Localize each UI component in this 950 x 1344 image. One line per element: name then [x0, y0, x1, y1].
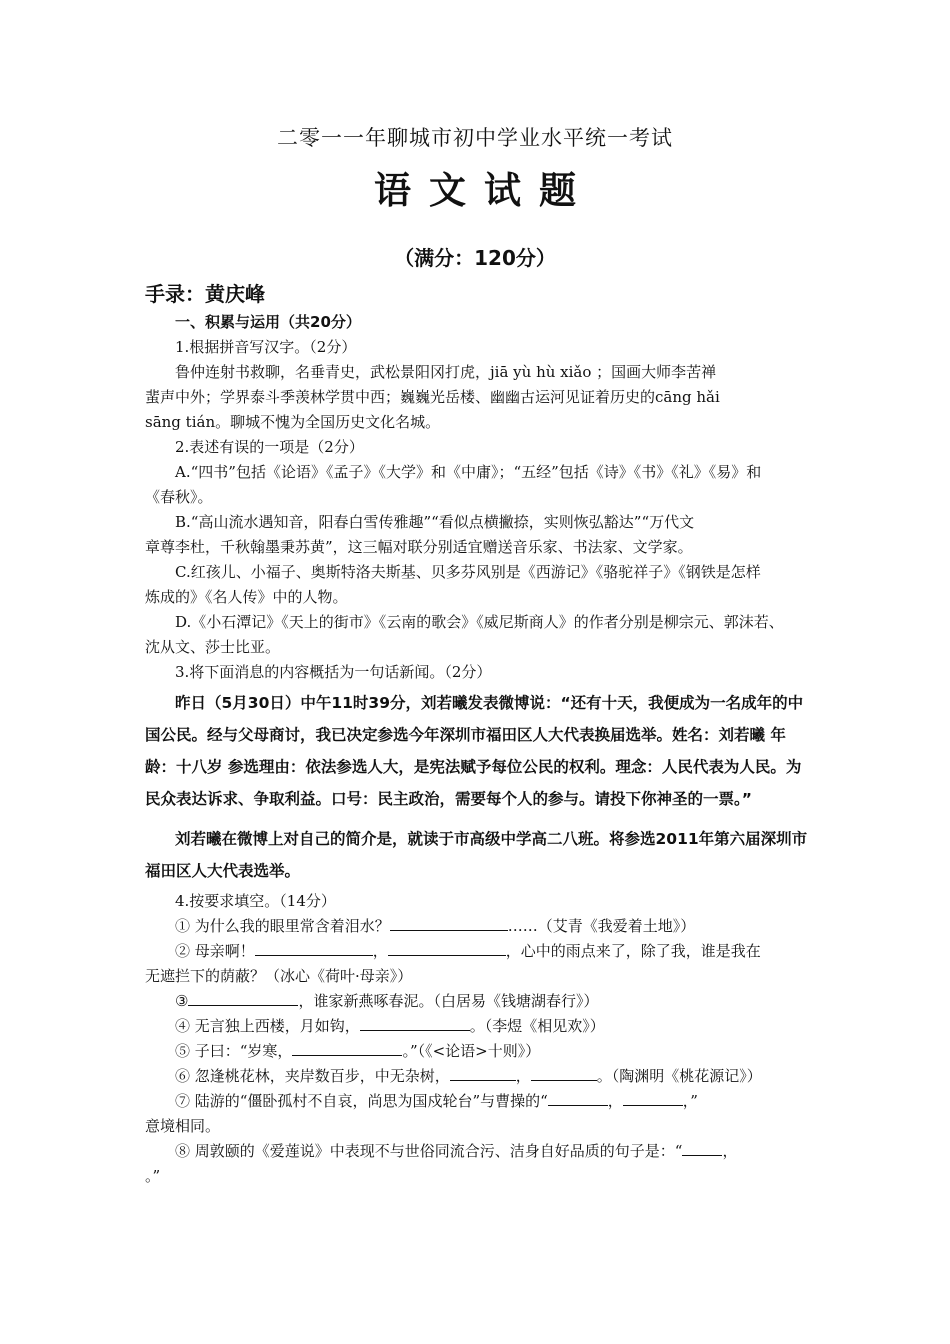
news-paragraph-2: 刘若曦在微博上对自己的简介是，就读于市高级中学高二八班。将参选2011年第六届深圳市福田区人大代表选举。: [145, 830, 808, 880]
fill-text: ，心中的雨点来了，除了我，谁是我在: [505, 942, 761, 960]
fill-item-1: [145, 914, 810, 939]
fill-item-3: [145, 989, 810, 1014]
question-4-stem: 4.按要求填空。（14分）: [175, 892, 336, 910]
answer-blank[interactable]: [292, 1039, 402, 1056]
question-1-text: sāng tián。聊城不愧为全国历史文化名城。: [145, 413, 441, 431]
exam-content: [145, 310, 810, 1189]
fill-text: ……（艾青《我爱着土地》）: [507, 917, 696, 935]
answer-blank[interactable]: [623, 1089, 683, 1106]
fill-text: ，: [515, 1067, 531, 1085]
fill-item-5: [145, 1039, 810, 1064]
option-b: B.“高山流水遇知音，阳春白雪传雅趣”“看似点横撇捺，实则恢弘豁达”“万代文: [175, 513, 695, 531]
answer-blank[interactable]: [390, 914, 508, 931]
fill-text: ，: [722, 1142, 738, 1160]
option-c-cont: 炼成的》《名人传》中的人物。: [145, 588, 348, 606]
fill-text: ，: [372, 942, 388, 960]
news-paragraph-1: 昨日（5月30日）中午11时39分，刘若曦发表微博说：“还有十天，我便成为一名成年的中国公民。经与父母商讨，我已决定参选今年深圳市福田区人大代表换届选举。姓名：刘若曦 年龄：十八岁 参选理由：依法参选人大，是宪法赋予每位公民的权利。理念：人民代表为人民。为民众表达诉求、争取利益。口号：民主政治，需要每个人的参与。请投下你神圣的一票。”: [145, 694, 804, 808]
fill-text: ，”: [682, 1092, 698, 1110]
question-3-stem: 3.将下面消息的内容概括为一句话新闻。（2分）: [175, 663, 492, 681]
fill-item-4: [145, 1014, 810, 1039]
question-1-stem: 1.根据拼音写汉字。（2分）: [175, 338, 357, 356]
fill-text: ，谁家新燕啄春泥。（白居易《钱塘湖春行》）: [298, 992, 599, 1010]
answer-blank[interactable]: [531, 1064, 597, 1081]
answer-blank[interactable]: [450, 1064, 516, 1081]
answer-blank[interactable]: [548, 1089, 608, 1106]
fill-text: ，: [607, 1092, 623, 1110]
question-1-text: 蜚声中外；学界泰斗季羡林学贯中西；巍巍光岳楼、幽幽古运河见证着历史的cāng hǎi: [145, 388, 720, 406]
answer-blank[interactable]: [682, 1139, 722, 1156]
fill-item-2: [145, 939, 810, 964]
fill-text: 。（陶渊明《桃花源记》）: [596, 1067, 762, 1085]
question-1-text: 鲁仲连射书救聊，名垂青史，武松景阳冈打虎，jiā yù hù xiǎo ；国画大师李苦禅: [175, 363, 717, 381]
option-d-cont: 沈从文、莎士比亚。: [145, 638, 281, 656]
fill-item-8: [145, 1139, 810, 1164]
option-a-cont: 《春秋》。: [145, 488, 213, 506]
option-b-cont: 章尊李杜，千秋翰墨秉苏黄”，这三幅对联分别适宜赠送音乐家、书法家、文学家。: [145, 538, 693, 556]
recorder-credit: 手录：黄庆峰: [145, 282, 265, 306]
fill-text: ⑧ 周敦颐的《爱莲说》中表现不与世俗同流合污、洁身自好品质的句子是：“: [175, 1142, 683, 1160]
section-heading: 一、积累与运用（共20分）: [175, 313, 361, 331]
fill-text: 。（李煜《相见欢》）: [469, 1017, 605, 1035]
exam-title: 二零一一年聊城市初中学业水平统一考试: [277, 126, 673, 150]
answer-blank[interactable]: [388, 939, 506, 956]
fill-text: 。”（《<论语>十则》）: [402, 1042, 541, 1060]
fill-text: ④ 无言独上西楼，月如钩，: [175, 1017, 360, 1035]
answer-blank[interactable]: [360, 1014, 470, 1031]
fill-text: ⑦ 陆游的“僵卧孤村不自哀，尚思为国戍轮台”与曹操的“: [175, 1092, 548, 1110]
fill-item-7-cont: 意境相同。: [145, 1117, 221, 1135]
fill-item-8-cont: 。”: [145, 1167, 161, 1185]
main-title: 语文试题: [374, 169, 594, 212]
fill-text: ① 为什么我的眼里常含着泪水？: [175, 917, 390, 935]
option-c: C.红孩儿、小福子、奥斯特洛夫斯基、贝多芬风别是《西游记》《骆驼祥子》《钢铁是怎样: [175, 563, 761, 581]
fill-text: ⑥ 忽逢桃花林，夹岸数百步，中无杂树，: [175, 1067, 450, 1085]
answer-blank[interactable]: [188, 989, 298, 1006]
fill-item-2-cont: 无遮拦下的荫蔽？（冰心《荷叶·母亲》）: [145, 967, 413, 985]
fill-text: ② 母亲啊！: [175, 942, 255, 960]
fill-text: ③: [175, 992, 189, 1010]
option-a: A.“四书”包括《论语》《孟子》《大学》和《中庸》；“五经”包括《诗》《书》《礼》《易》和: [175, 463, 762, 481]
fill-item-6: [145, 1064, 810, 1089]
fill-text: ⑤ 子曰：“岁寒，: [175, 1042, 293, 1060]
full-score: （满分：120分）: [394, 246, 556, 270]
question-2-stem: 2.表述有误的一项是（2分）: [175, 438, 364, 456]
option-d: D.《小石潭记》《天上的街市》《云南的歌会》《威尼斯商人》的作者分别是柳宗元、郭沫若、: [175, 613, 784, 631]
answer-blank[interactable]: [255, 939, 373, 956]
fill-item-7: [145, 1089, 810, 1114]
